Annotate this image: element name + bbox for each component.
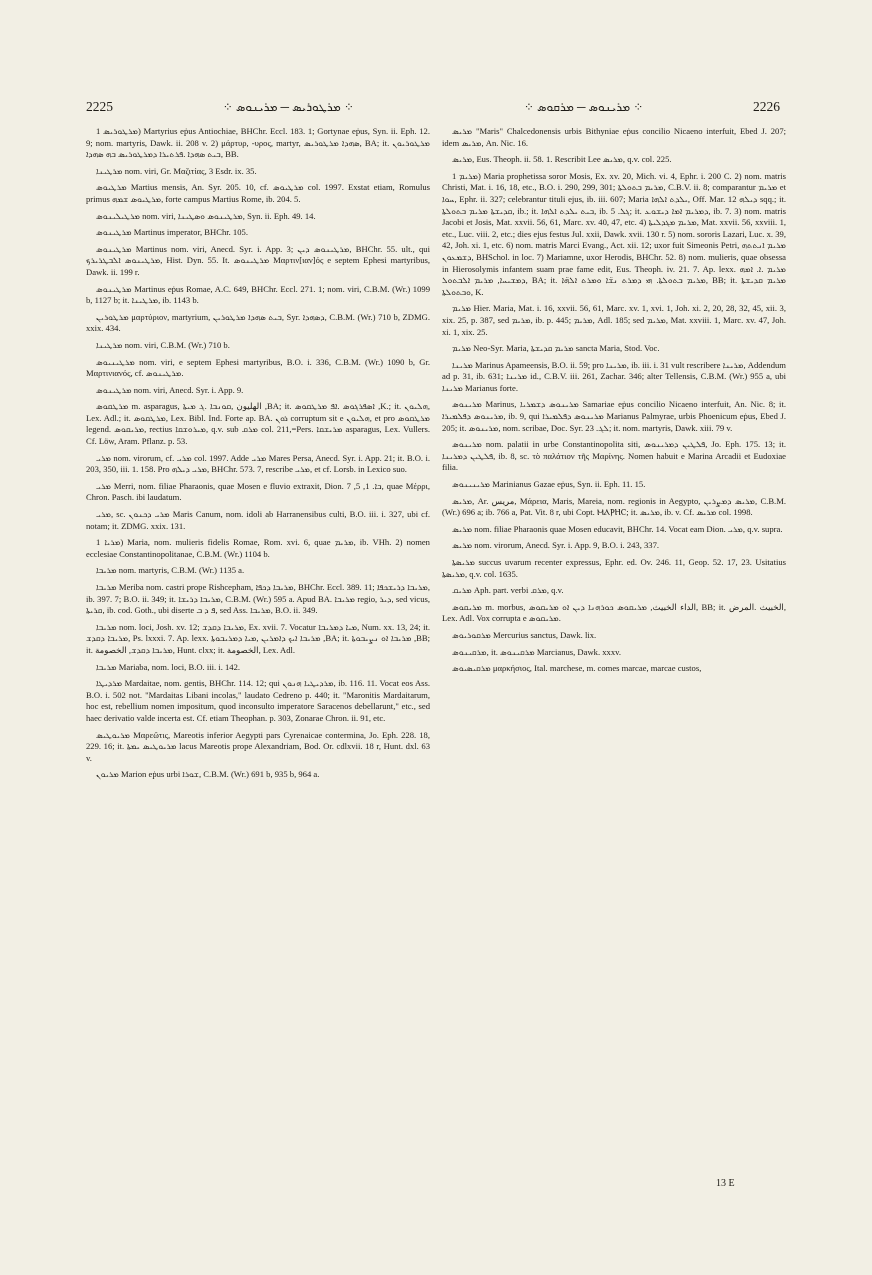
entry: ܡܪܝܣ nom. filiae Pharaonis quae Mosen educavit, BHChr. 14. Vocat eam Dion. ܡܪܝ, q.v. supra. [452,523,783,534]
entry: ܡܪܝܢܘܣ nom. palatii in urbe Constantinopolita siti, ܦܠܛܝܢ ܕܡܪܝܢܘܣ, Jo. Eph. 175. 13; it. ܦܠܛܝܢ ܕܡܪܝܢܐ, ib. 8, sc. τὸ παλάτιον τῆς Μαρίνης. Nomen habuit e Marina Arcadii et Eudoxiae filia. [442,439,786,473]
entry: ܡܪܛܝܘܣ Martius mensis, An. Syr. 205. 10, cf. ܡܪܛܝܘܣ col. 1997. Exstat etiam, Romulus primus ܡܪܛܝܘܣ ܫܡܗ, forte campus Martius Rome, ib. 204. 5. [86,182,430,204]
entry: ܡܪܝ Merri, nom. filiae Pharaonis, quae Mosen e fluvio extraxit, Dion. ܒܐ. 1, 5, 7, quae Μέρρι, Chron. Pasch. ibi laudatum. [86,480,430,503]
left-column [86,126,430,786]
page-header [86,96,780,118]
running-heads [223,100,644,115]
entry: ܡܪܝܣܬܐ succus uvarum recenter expressus, Ephr. ed. Ov. 246. 11, Geop. 52. 17, 23. Usitatius ܡܪܝܣܬܐ, q.v. col. 1635. [442,557,786,579]
entry: ܡܪܝܣ, Eus. Theoph. ii. 58. 1. Rescribit Lee ܡܪܝܣ, q.v. col. 225. [452,154,672,165]
entry: ܡܪܝܐ 1) Maria, nom. mulieris fidelis Romae, Rom. xvi. 6, quae ܡܪܝܡ, ib. VHh. 2) nomen ecclesiae Constantinopolitanae, C.B.M. (Wr.) 1104 b. [86,537,430,559]
left-running-head: ⁘ ܡܪܛܘܪܝܣ ─ ܡܪܝܢܘܣ ⁘ [222,99,354,114]
entry: ܡܪܝܒܐ Mariaba, nom. loci, B.O. iii. i. 142. [96,661,241,672]
entry: ܡܪܝܘܛܝܣ Μαρεῶτις, Mareotis inferior Aegypti pars Cyrenaicae contermina, Jo. Eph. 228. 18, 229. 16; it. ܡܪܝܘܛܝܣ ܝܡܬܐ lacus Mareotis prope Alexandriam, Bod. Or. cdlxvii. 18 r, Hunt. dxl. 63 v. [86,729,430,763]
entry: ܡܪܝܩ Aph. part. verbi ܡܪܩ, q.v. [452,585,564,596]
entry: ܡܪܛܝܢܐ nom. viri, C.B.M. (Wr.) 710 b. [96,339,230,350]
entry: ܡܪܝ nom. virorum, cf. ܡܪܝ col. 1997. Adde ܡܪܝ Mares Persa, Anecd. Syr. i. App. 21; it. B.O. i. 203, 350, iii. 1. 158. Pro ܡܪܝ ܕܝܠܗ, BHChr. 573. 7, rescribe ܡܪܝ, et cf. Lorsb. in Lexico suo. [86,452,431,475]
entry: ܡܪܛܝܢܘܣ Martinus eṗus Romae, A.C. 649, BHChr. Eccl. 271. 1; nom. viri, C.B.M. (Wr.) 1099 b, 1127 b; it. ܡܪܛܝܢܐ, ib. 1143 b. [86,283,430,306]
left-page-number: 2225 [86,99,113,114]
entry: ܡܪܝܡ 1) Maria prophetissa soror Mosis, Ex. xv. 20, Mich. vi. 4, Ephr. i. 200 C. 2) nom. matris Christi, Mat. i. 16, 18, etc., B.O. i. 290, 299, 301; ܡܪܝܡ ܒܬܘܠܬܐ, C.B.V. ii. 8; comparantur ܡܪܝܡ et ܚܘܐ, Ephr. ii. 327; celebrantur tituli ejus, ib. iii. 607; Maria ܝܠܕܬ ܐܠܗܐ, Off. Mar. ܕܝܠܗ 12 sqq.; it. ܩܕܝܫܬܐ ܡܪܝܡ ܒܬܘܠܬܐ, ib.; it. ܒܝܬ ܝܠܕܬ ܐܠܗܐ, ib. ܓܠ. 5; it. ܕܡܪܝܡ ܐܡܐ ܕܝܫܘܥ, ib. 7. 3) nom. matris Jacobi et Josis, Mat. xxvii. 56, 61, Marc. xv. 40, 47, etc. 4) ܡܪܝܡ ܡܓܕܠܝܬܐ, Mat. xxvii. 56, xxviii. 1, etc., Luc. viii. 2, etc.; dies ejus festus Jul. xxii, Dawk. xvii. 130 r. 5) nom. sororis Lazari, Luc. x. 39, 42, Joh. xi. 1, etc. 6) nom. matris Marci Evang., Act. xii. 12; uxor fuit Simeonis Petri, ܡܪܝܡ ܐܢܬܬܗ ܕܫܡܥܘܢ, BHSchol. in loc. 7) Mariamne, uxor Herodis, BHChr. 52. 8) nom. mulieris, quae obsessa in Hierosolymis infantem suam prae fame edit, Eus. Theoph. iv. 21. 7. Ap. lexx. ܡܪܝܡ .ܐ. ܐܡܗ ܕܡܫܝܚܐ, ܡܪܝܡ ܐܠܒܬܘܠ, BA; it. ܡܪܝܡ ܒܬܘܠܬܐ. ܗܝ ܕܡܪܬ ܢܫ̈ܐ ܘܡܪܬ ܐܠܗ̈ܐ, BB; it. ܡܪܝܡ ܩܕܝܫܬܐ ܘܒܬܘܠܬܐ, K. [442,170,787,297]
entry: ܡܪܝ, sc. ܡܪܝ ܕܟܢܘܢ Maris Canum, nom. idoli ab Harranensibus culti, B.O. iii. i. 327, ubi cf. notam; it. ZDMG. xxix. 131. [86,509,430,531]
entry: ܡܪܝܒܐ Meriba nom. castri prope Rishcepham, ܡܪܝܒܐ ܕܟܦܐ, BHChr. Eccl. 389. 11; ܡܪܝܒܐ ܕܪܝܫܟܦܐ, ib. 397. 7; B.O. ii. 349; it. ܡܪܝܒܐ ܕܪܝܫܐ, C.B.M. (Wr.) 595 a. Apud BA. ܡܪܝܒܐ regio, ܕܝܪ, sed vicus, ܩܪܝܬܐ, ib. cod. Goth., ubi diserte ܦ ܕ ܒ, sed Ass. ܡܪܝܒܐ, B.O. ii. 349. [86,582,430,616]
entry: ܡܪܕܝܛܐ Mardaitae, nom. gentis, BHChr. 114. 12; qui ܡܪܕܝܛܝܐ ܗܢܘܢ, ib. 116. 11. Vocat eos Ass. B.O. i. 502 not. "Mardaitas Libani incolas," laudato Cedreno p. 440; it. "Maronitis Mardaitarum, hoc est, rebellium nomen impositum, quod inconsulto imperatore Saracenos debellarunt," etc., sed haec derivatio valde incerta est. Cf. etiam Theophan. p. 303, Zonarae Chron. ii. 91, etc. [86,678,430,723]
entry: ܡܪܝܣ, Ar. مريس, Μάρεια, Maris, Mareia, nom. regionis in Aegypto, ܡܪܝܣ ܕܡܨܪܝܢ, C.B.M. (Wr.) 696 a; ib. 766 a, Pat. Vit. 8 r, ubi Copt. ⲘⲀⲢⲎⲤ; it. ܡܪܝܣ, ib. v. Cf. ܡܪܝܣ col. 1998. [442,495,786,518]
entry: ܡܪܝܒܐ nom. loci, Josh. xv. 12; ܡܪܝܒܐ ܕܩܕܫ, Ex. xvii. 7. Vocatur ܡܝܐ ܕܡܪܝܒܐ, Num. xx. 13, 24; it. ܡܪܝܒܐ ܕܩܕܫ, Ps. lxxxi. 7. Ap. lexx. ܡܪܝܒܐ ܐܝܟ ܕܐܡܪܝܢ ,ܡܝܐ ܕܡܪܝܒܘܬܐ ,BA; it. ܡܪܝܒܐ ܐܘ ܢܨܝܒܘܬܐ ,BB; it. ܡܪܝܒܐ ܕܩܕܫ, الخصومة, Hunt. clxx; it. الخصومة, Lex. Adl. [86,621,431,655]
entry: ܡܪܝܢܐ Marinus Apameensis, B.O. ii. 59; pro ܡܪܝܢܐ, ib. iii. i. 31 vult rescribere ܡܪܝܢܐ, Addendum ad p. 31, ib. 631; ܡܪܝܢܐ id., C.B.V. iii. 261, Zachar. 346; alter Tellensis, C.B.M. (Wr.) 955 a, ubi ܡܪܝܢܐ Marianus forte. [442,359,787,393]
right-running-head: ⁘ ܡܪܝܢܘܣ ─ ܡܪܩܘܣ ⁘ [523,99,644,114]
entry: ܡܪܝܡ Neo-Syr. Maria, ܡܪܝܡ ܩܕܝܫܬܐ sancta Maria, Stod. Voc. [452,343,660,354]
right-page-number: 2226 [753,99,780,114]
entry: ܡܪܛܘܪܝܢ μαρτύριον, martyrium, ܒܝܬ ܣܗܕܐ ܡܪܛܘܪܝܢ, Syr. ܕܣܗܕܐ, C.B.M. (Wr.) 710 b, ZDMG. xxix. 434. [86,311,430,334]
entry: ܡܪܛܝܢܝܘܣ nom. viri, e septem Ephesi martyribus, B.O. i. 336, C.B.M. (Wr.) 1090 b, Gr. Μαρτινιανός, cf. ܡܪܛܝܢܘܣ. [86,356,430,379]
entry: ܡܪܛܝܢܘܣ Martinus nom. viri, Anecd. Syr. i. App. 3; ܡܪܛܝܢܘܣ ܕܝܢ, BHChr. 55. ult., qui ܡܪܛܝܢܘܣ ܐܠܒܛܪܝܪܟ, Hist. Dyn. 55. It. ܡܪܛܝܢܘܣ Μαρτιν[ιαν]ός e septem Ephesi martyribus, Dawk. ii. 199 r. [86,243,431,277]
entry: ܡܪܝܢܘܣ Marinus, ܡܪܝܢܘܣ ܕܫܡܪܝܐ Samariae eṗus concilio Nicaeno interfuit, An. Nic. 8; it. ܡܪܝܢܘܣ ܕܦܠܡܝܪܐ, ib. 9, qui ܡܪܝܢܘܣ ܕܦܠܡܝܪܐ Marianus Palmyrae, urbis Phoenicum eṗus, Ebed J. 205; it. ܡܪܝܢܘܣ, nom. scribae, Doc. Syr. ܠܓ. 23; it. nom. martyris, Dawk. xiii. 79 v. [442,399,786,433]
entry: ܡܪܩܝܢܘܣ, it. ܡܪܩܝܢܘܣ Marcianus, Dawk. xxxv. [452,646,622,657]
entry: ܡܪܛܝܢܘܣ nom. viri, Anecd. Syr. i. App. 9. [96,384,244,395]
entry: ܡܪܝܘܢ Marion eṗus urbi ܫܘܪܐ, C.B.M. (Wr.) 691 b, 935 b, 964 a. [96,769,320,780]
entry: ܡܪܛܝܢܐ nom. viri, Gr. Μαζιτίας, 3 Esdr. ix. 35. [96,165,257,176]
entry: ܡܪܝܢܝܢܘܣ Marinianus Gazae eṗus, Syn. ii. Eph. 11. 15. [452,479,646,490]
right-column [442,126,786,680]
entry: ܡܪܩܝܣܝܘܣ μαρκήσιος, Ital. marchese, m. comes marcae, marcae custos, [452,663,702,674]
entry: ܡܪܛܝܢܘܣ Martinus imperator, BHChr. 105. [96,227,248,238]
entry: ܡܪܝܡ Hier. Maria, Mat. i. 16, xxvii. 56, 61, Marc. xv. 1, xvi. 1, Joh. xi. 2, 20, 28, 32, 45, xii. 3, xix. 25, p. 387, sed ܡܪܝܡ, ib. p. 445; ܡܪܝܡ, Adl. 185; sed ܡܪܝܡ, Mat. xxviii. 1, Marc. xv. 47, Joh. xi. 1, xix. 25. [442,303,786,337]
entry: ܡܪܛܘܪܝܣ 1) Martyrius eṗus Antiochiae, BHChr. Eccl. 183. 1; Gortynae eṗus, Syn. ii. Eph. 12. 9; nom. martyris, Dawk. ii. 208 v. 2) μάρτυρ, -υρος, martyr, ܣܗܕܐ ܡܪܛܘܪܝܣ, BA; it. ܡܪܛܘܪܝܘܢ ܒܝܬ ܣܗܕܐ .ܦܪܬܝܪܐ ܕܡܪܛܘܪܝܣ ܒܗ ܣܗܕܐ, BB. [86,126,430,160]
entry: ܡܪܛܝܠܝܢܘܣ nom. viri, ܡܪܛܝܢܘܣ ܘܣܛܝܢܐ, Syn. ii. Eph. 49. 14. [96,210,316,221]
entry: ܡܪܛܩܘܣ m. asparagus, الهليون ,ܩܘܢܒܐ .ܓ ܡܝܬܐ ,BA; it. ܐܣܦܪܓܘܣ .ܐܦ ܡܪܛܩܘܣ ,K.; it. ܗܠܝܘܢ, Lex. Adl.; it. ܡܪܛܩܘܣ, Lex. Bibl. Ind. Forte ap. BA. ܪܘܢ corruptum sit e ܗܠܝܘܢ, et pro ܡܪܛܩܘܣ legend. ܡܪܝܩܘܣ, rectius ܡܝܪܘܫܩܐ, q.v. sub ܡܪܩ col. 211,=Pers. ܡܪܝܫܩܐ asparagus, Lex. Vullers. Cf. Löw, Aram. Pflanz. p. 53. [86,401,431,447]
entry: ܡܪܩܘܪܝܘܣ Mercurius sanctus, Dawk. lix. [452,629,597,640]
entry: ܡܪܝܒܐ nom. martyris, C.B.M. (Wr.) 1135 a. [96,565,245,576]
entry: ܡܪܝܩܘܣ m. morbus, الداء الخبيث, ܡܪܝܩܘܣ ܟܘܪܗܢܐ ܕܝܢ ܐܘ ܡܪܝܩܘܣ, BB; it. الخبيث .المرض, Lex. Adl. Vox corrupta e ܡܪܝܩܘܣ. [442,601,786,624]
entry: ܡܪܝܣ "Maris" Chalcedonensis urbis Bithyniae eṗus concilio Nicaeno interfuit, Ebed J. 207; idem ܡܪܝܣ, An. Nic. 16. [442,126,786,148]
signature-mark: 13 E [716,1178,735,1189]
entry: ܡܪܝܣ nom. virorum, Anecd. Syr. i. App. 9, B.O. i. 243, 337. [452,540,660,551]
